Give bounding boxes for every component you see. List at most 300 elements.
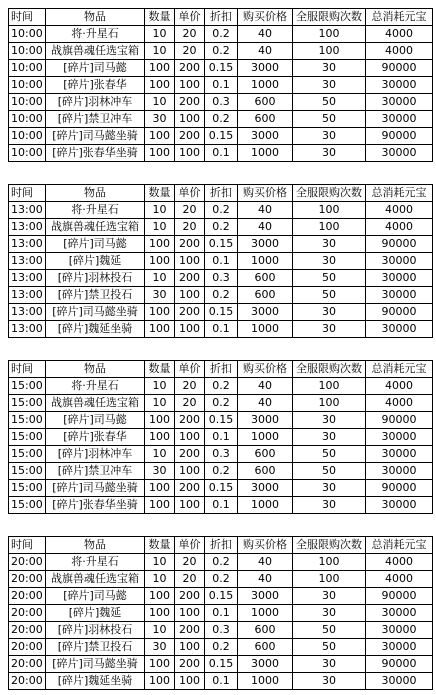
server-limit-cell: 30: [293, 656, 366, 673]
column-header-time: 时间: [9, 537, 46, 554]
purchase-price-cell: 40: [238, 571, 293, 588]
unit-price-cell: 100: [175, 145, 205, 162]
discount-cell: 0.2: [205, 571, 238, 588]
discount-cell: 0.1: [205, 605, 238, 622]
discount-cell: 0.15: [205, 656, 238, 673]
purchase-price-cell: 1000: [238, 605, 293, 622]
table-row: [9, 395, 433, 412]
column-header-quantity: 数量: [145, 361, 175, 378]
table-header-row: [9, 185, 433, 202]
time-cell: 10:00: [9, 60, 46, 77]
time-cell: 13:00: [9, 202, 46, 219]
quantity-cell: 100: [145, 673, 175, 690]
item-cell: [碎片]司马懿坐骑: [46, 304, 145, 321]
discount-cell: 0.2: [205, 463, 238, 480]
time-cell: 13:00: [9, 253, 46, 270]
purchase-price-cell: 3000: [238, 412, 293, 429]
time-cell: 20:00: [9, 588, 46, 605]
column-header-quantity: 数量: [145, 537, 175, 554]
table-row: [9, 77, 433, 94]
purchase-price-cell: 3000: [238, 128, 293, 145]
purchase-price-cell: 600: [238, 94, 293, 111]
total-ingots-cell: 30000: [366, 253, 433, 270]
purchase-price-cell: 600: [238, 287, 293, 304]
table-header-row: [9, 361, 433, 378]
unit-price-cell: 20: [175, 43, 205, 60]
discount-cell: 0.3: [205, 94, 238, 111]
total-ingots-cell: 4000: [366, 219, 433, 236]
discount-cell: 0.1: [205, 429, 238, 446]
item-cell: [碎片]司马懿: [46, 412, 145, 429]
purchase-price-cell: 1000: [238, 497, 293, 514]
time-cell: 15:00: [9, 463, 46, 480]
quantity-cell: 100: [145, 412, 175, 429]
total-ingots-cell: 90000: [366, 588, 433, 605]
quantity-cell: 100: [145, 304, 175, 321]
discount-cell: 0.1: [205, 497, 238, 514]
time-cell: 10:00: [9, 43, 46, 60]
column-header-discount: 折扣: [205, 9, 238, 26]
purchase-price-cell: 40: [238, 219, 293, 236]
discount-cell: 0.15: [205, 236, 238, 253]
purchase-price-cell: 40: [238, 43, 293, 60]
unit-price-cell: 200: [175, 446, 205, 463]
unit-price-cell: 20: [175, 202, 205, 219]
time-cell: 20:00: [9, 622, 46, 639]
server-limit-cell: 100: [293, 26, 366, 43]
purchase-price-cell: 1000: [238, 253, 293, 270]
item-cell: [碎片]张春华: [46, 429, 145, 446]
table-row: [9, 26, 433, 43]
time-cell: 10:00: [9, 77, 46, 94]
total-ingots-cell: 90000: [366, 480, 433, 497]
quantity-cell: 100: [145, 128, 175, 145]
purchase-price-cell: 1000: [238, 321, 293, 338]
quantity-cell: 10: [145, 219, 175, 236]
discount-cell: 0.15: [205, 60, 238, 77]
time-cell: 13:00: [9, 270, 46, 287]
shop-table-1: [8, 8, 433, 162]
discount-cell: 0.2: [205, 554, 238, 571]
quantity-cell: 10: [145, 571, 175, 588]
total-ingots-cell: 30000: [366, 287, 433, 304]
item-cell: 将·升星石: [46, 202, 145, 219]
time-cell: 13:00: [9, 321, 46, 338]
item-cell: 将·升星石: [46, 554, 145, 571]
total-ingots-cell: 4000: [366, 395, 433, 412]
item-cell: 将·升星石: [46, 26, 145, 43]
total-ingots-cell: 30000: [366, 605, 433, 622]
table-row: [9, 673, 433, 690]
total-ingots-cell: 30000: [366, 270, 433, 287]
item-cell: [碎片]魏延: [46, 605, 145, 622]
column-header-quantity: 数量: [145, 185, 175, 202]
purchase-price-cell: 40: [238, 554, 293, 571]
unit-price-cell: 20: [175, 571, 205, 588]
quantity-cell: 30: [145, 463, 175, 480]
quantity-cell: 30: [145, 639, 175, 656]
total-ingots-cell: 90000: [366, 412, 433, 429]
unit-price-cell: 200: [175, 622, 205, 639]
total-ingots-cell: 30000: [366, 463, 433, 480]
purchase-price-cell: 600: [238, 639, 293, 656]
purchase-price-cell: 40: [238, 378, 293, 395]
table-header-row: [9, 537, 433, 554]
column-header-purchase-price: 购买价格: [238, 9, 293, 26]
item-cell: [碎片]魏延坐骑: [46, 321, 145, 338]
quantity-cell: 10: [145, 43, 175, 60]
item-cell: [碎片]张春华坐骑: [46, 145, 145, 162]
discount-cell: 0.1: [205, 77, 238, 94]
server-limit-cell: 50: [293, 94, 366, 111]
server-limit-cell: 30: [293, 412, 366, 429]
column-header-discount: 折扣: [205, 185, 238, 202]
item-cell: [碎片]司马懿: [46, 60, 145, 77]
unit-price-cell: 100: [175, 639, 205, 656]
shop-table-4: [8, 536, 433, 690]
item-cell: 战旗兽魂任选宝箱: [46, 395, 145, 412]
quantity-cell: 100: [145, 253, 175, 270]
total-ingots-cell: 30000: [366, 94, 433, 111]
quantity-cell: 10: [145, 270, 175, 287]
server-limit-cell: 30: [293, 588, 366, 605]
server-limit-cell: 100: [293, 219, 366, 236]
server-limit-cell: 30: [293, 673, 366, 690]
column-header-total-ingots: 总消耗元宝: [366, 361, 433, 378]
purchase-price-cell: 3000: [238, 588, 293, 605]
server-limit-cell: 50: [293, 639, 366, 656]
column-header-discount: 折扣: [205, 361, 238, 378]
purchase-price-cell: 40: [238, 395, 293, 412]
discount-cell: 0.15: [205, 304, 238, 321]
table-row: [9, 304, 433, 321]
item-cell: 战旗兽魂任选宝箱: [46, 43, 145, 60]
discount-cell: 0.2: [205, 287, 238, 304]
total-ingots-cell: 4000: [366, 554, 433, 571]
server-limit-cell: 30: [293, 480, 366, 497]
total-ingots-cell: 30000: [366, 111, 433, 128]
unit-price-cell: 200: [175, 304, 205, 321]
total-ingots-cell: 30000: [366, 639, 433, 656]
purchase-price-cell: 1000: [238, 673, 293, 690]
unit-price-cell: 100: [175, 605, 205, 622]
unit-price-cell: 200: [175, 270, 205, 287]
total-ingots-cell: 4000: [366, 202, 433, 219]
discount-cell: 0.15: [205, 412, 238, 429]
discount-cell: 0.1: [205, 253, 238, 270]
total-ingots-cell: 4000: [366, 571, 433, 588]
discount-cell: 0.1: [205, 321, 238, 338]
item-cell: [碎片]禁卫投石: [46, 287, 145, 304]
quantity-cell: 10: [145, 622, 175, 639]
purchase-price-cell: 3000: [238, 304, 293, 321]
server-limit-cell: 50: [293, 287, 366, 304]
column-header-quantity: 数量: [145, 9, 175, 26]
item-cell: [碎片]羽林投石: [46, 622, 145, 639]
item-cell: [碎片]魏延: [46, 253, 145, 270]
table-row: [9, 446, 433, 463]
total-ingots-cell: 30000: [366, 145, 433, 162]
table-header-row: [9, 9, 433, 26]
quantity-cell: 100: [145, 321, 175, 338]
purchase-price-cell: 600: [238, 463, 293, 480]
time-cell: 10:00: [9, 26, 46, 43]
table-row: [9, 94, 433, 111]
unit-price-cell: 100: [175, 673, 205, 690]
discount-cell: 0.2: [205, 395, 238, 412]
column-header-unit-price: 单价: [175, 185, 205, 202]
table-row: [9, 270, 433, 287]
unit-price-cell: 100: [175, 253, 205, 270]
column-header-time: 时间: [9, 185, 46, 202]
server-limit-cell: 100: [293, 378, 366, 395]
server-limit-cell: 100: [293, 571, 366, 588]
quantity-cell: 100: [145, 656, 175, 673]
table-row: [9, 145, 433, 162]
server-limit-cell: 30: [293, 304, 366, 321]
unit-price-cell: 200: [175, 128, 205, 145]
shop-table-2: [8, 184, 433, 338]
purchase-price-cell: 600: [238, 622, 293, 639]
time-cell: 20:00: [9, 639, 46, 656]
unit-price-cell: 200: [175, 588, 205, 605]
total-ingots-cell: 30000: [366, 321, 433, 338]
column-header-server-limit: 全服限购次数: [293, 9, 366, 26]
total-ingots-cell: 30000: [366, 446, 433, 463]
server-limit-cell: 30: [293, 429, 366, 446]
item-cell: 战旗兽魂任选宝箱: [46, 571, 145, 588]
column-header-server-limit: 全服限购次数: [293, 361, 366, 378]
item-cell: [碎片]羽林冲车: [46, 446, 145, 463]
quantity-cell: 10: [145, 554, 175, 571]
item-cell: 战旗兽魂任选宝箱: [46, 219, 145, 236]
table-row: [9, 111, 433, 128]
column-header-unit-price: 单价: [175, 537, 205, 554]
discount-cell: 0.3: [205, 622, 238, 639]
unit-price-cell: 200: [175, 94, 205, 111]
purchase-price-cell: 3000: [238, 656, 293, 673]
item-cell: [碎片]张春华: [46, 77, 145, 94]
table-row: [9, 321, 433, 338]
table-row: [9, 497, 433, 514]
time-cell: 20:00: [9, 673, 46, 690]
quantity-cell: 100: [145, 60, 175, 77]
purchase-price-cell: 1000: [238, 77, 293, 94]
table-row: [9, 253, 433, 270]
purchase-price-cell: 1000: [238, 145, 293, 162]
quantity-cell: 100: [145, 497, 175, 514]
column-header-unit-price: 单价: [175, 9, 205, 26]
time-cell: 13:00: [9, 219, 46, 236]
column-header-purchase-price: 购买价格: [238, 537, 293, 554]
time-cell: 20:00: [9, 656, 46, 673]
column-header-time: 时间: [9, 9, 46, 26]
table-row: [9, 622, 433, 639]
quantity-cell: 30: [145, 287, 175, 304]
time-cell: 20:00: [9, 571, 46, 588]
item-cell: 将·升星石: [46, 378, 145, 395]
table-row: [9, 219, 433, 236]
total-ingots-cell: 90000: [366, 304, 433, 321]
time-cell: 15:00: [9, 378, 46, 395]
time-cell: 15:00: [9, 446, 46, 463]
server-limit-cell: 50: [293, 270, 366, 287]
time-cell: 10:00: [9, 145, 46, 162]
column-header-item: 物品: [46, 537, 145, 554]
discount-cell: 0.2: [205, 378, 238, 395]
quantity-cell: 10: [145, 446, 175, 463]
total-ingots-cell: 30000: [366, 622, 433, 639]
purchase-price-cell: 1000: [238, 429, 293, 446]
table-row: [9, 605, 433, 622]
column-header-unit-price: 单价: [175, 361, 205, 378]
column-header-purchase-price: 购买价格: [238, 185, 293, 202]
total-ingots-cell: 90000: [366, 128, 433, 145]
column-header-total-ingots: 总消耗元宝: [366, 537, 433, 554]
item-cell: [碎片]魏延坐骑: [46, 673, 145, 690]
discount-cell: 0.15: [205, 480, 238, 497]
server-limit-cell: 30: [293, 253, 366, 270]
time-cell: 13:00: [9, 236, 46, 253]
server-limit-cell: 100: [293, 202, 366, 219]
total-ingots-cell: 90000: [366, 60, 433, 77]
unit-price-cell: 20: [175, 378, 205, 395]
purchase-price-cell: 600: [238, 270, 293, 287]
column-header-item: 物品: [46, 9, 145, 26]
server-limit-cell: 50: [293, 622, 366, 639]
time-cell: 13:00: [9, 304, 46, 321]
unit-price-cell: 100: [175, 429, 205, 446]
discount-cell: 0.2: [205, 202, 238, 219]
discount-cell: 0.2: [205, 26, 238, 43]
table-row: [9, 378, 433, 395]
column-header-time: 时间: [9, 361, 46, 378]
server-limit-cell: 100: [293, 554, 366, 571]
table-row: [9, 429, 433, 446]
time-cell: 10:00: [9, 94, 46, 111]
total-ingots-cell: 90000: [366, 656, 433, 673]
table-row: [9, 128, 433, 145]
total-ingots-cell: 4000: [366, 26, 433, 43]
discount-cell: 0.15: [205, 588, 238, 605]
column-header-server-limit: 全服限购次数: [293, 537, 366, 554]
server-limit-cell: 50: [293, 111, 366, 128]
quantity-cell: 100: [145, 588, 175, 605]
discount-cell: 0.1: [205, 673, 238, 690]
shop-table-3: [8, 360, 433, 514]
unit-price-cell: 20: [175, 26, 205, 43]
table-row: [9, 554, 433, 571]
quantity-cell: 10: [145, 378, 175, 395]
quantity-cell: 10: [145, 26, 175, 43]
time-cell: 15:00: [9, 480, 46, 497]
table-row: [9, 412, 433, 429]
discount-cell: 0.3: [205, 446, 238, 463]
server-limit-cell: 30: [293, 605, 366, 622]
total-ingots-cell: 4000: [366, 378, 433, 395]
time-cell: 10:00: [9, 128, 46, 145]
total-ingots-cell: 30000: [366, 77, 433, 94]
discount-cell: 0.2: [205, 639, 238, 656]
unit-price-cell: 200: [175, 656, 205, 673]
unit-price-cell: 100: [175, 321, 205, 338]
purchase-price-cell: 40: [238, 26, 293, 43]
discount-cell: 0.15: [205, 128, 238, 145]
item-cell: [碎片]禁卫冲车: [46, 463, 145, 480]
quantity-cell: 100: [145, 429, 175, 446]
purchase-price-cell: 600: [238, 446, 293, 463]
discount-cell: 0.3: [205, 270, 238, 287]
column-header-total-ingots: 总消耗元宝: [366, 9, 433, 26]
time-cell: 13:00: [9, 287, 46, 304]
quantity-cell: 100: [145, 77, 175, 94]
unit-price-cell: 200: [175, 236, 205, 253]
item-cell: [碎片]司马懿: [46, 588, 145, 605]
server-limit-cell: 100: [293, 395, 366, 412]
server-limit-cell: 30: [293, 77, 366, 94]
column-header-purchase-price: 购买价格: [238, 361, 293, 378]
server-limit-cell: 30: [293, 236, 366, 253]
time-cell: 15:00: [9, 395, 46, 412]
time-cell: 10:00: [9, 111, 46, 128]
total-ingots-cell: 30000: [366, 429, 433, 446]
item-cell: [碎片]禁卫投石: [46, 639, 145, 656]
discount-cell: 0.2: [205, 111, 238, 128]
quantity-cell: 10: [145, 202, 175, 219]
quantity-cell: 30: [145, 111, 175, 128]
table-row: [9, 571, 433, 588]
server-limit-cell: 100: [293, 43, 366, 60]
quantity-cell: 100: [145, 605, 175, 622]
quantity-cell: 100: [145, 480, 175, 497]
time-cell: 20:00: [9, 605, 46, 622]
time-cell: 20:00: [9, 554, 46, 571]
discount-cell: 0.2: [205, 43, 238, 60]
unit-price-cell: 100: [175, 497, 205, 514]
unit-price-cell: 100: [175, 287, 205, 304]
discount-cell: 0.2: [205, 219, 238, 236]
unit-price-cell: 200: [175, 480, 205, 497]
table-row: [9, 656, 433, 673]
table-row: [9, 287, 433, 304]
quantity-cell: 100: [145, 236, 175, 253]
unit-price-cell: 200: [175, 412, 205, 429]
total-ingots-cell: 4000: [366, 43, 433, 60]
unit-price-cell: 100: [175, 463, 205, 480]
table-row: [9, 60, 433, 77]
time-cell: 15:00: [9, 497, 46, 514]
item-cell: [碎片]羽林冲车: [46, 94, 145, 111]
server-limit-cell: 30: [293, 321, 366, 338]
server-limit-cell: 30: [293, 145, 366, 162]
item-cell: [碎片]羽林投石: [46, 270, 145, 287]
unit-price-cell: 200: [175, 60, 205, 77]
item-cell: [碎片]司马懿坐骑: [46, 480, 145, 497]
column-header-server-limit: 全服限购次数: [293, 185, 366, 202]
unit-price-cell: 20: [175, 395, 205, 412]
purchase-price-cell: 40: [238, 202, 293, 219]
purchase-price-cell: 3000: [238, 236, 293, 253]
column-header-item: 物品: [46, 185, 145, 202]
server-limit-cell: 30: [293, 128, 366, 145]
unit-price-cell: 100: [175, 111, 205, 128]
table-row: [9, 43, 433, 60]
purchase-price-cell: 600: [238, 111, 293, 128]
total-ingots-cell: 90000: [366, 236, 433, 253]
item-cell: [碎片]张春华坐骑: [46, 497, 145, 514]
quantity-cell: 100: [145, 145, 175, 162]
server-limit-cell: 50: [293, 446, 366, 463]
